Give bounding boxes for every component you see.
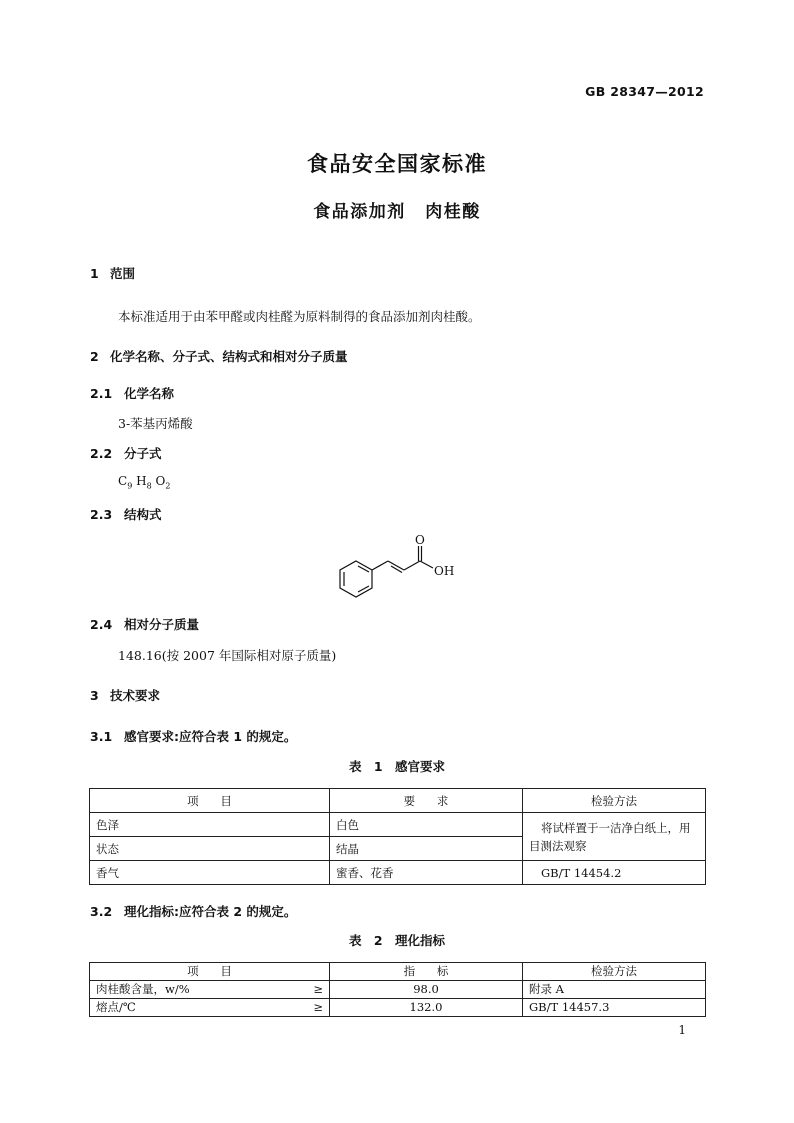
header-indicator: 指 标	[330, 963, 523, 981]
page-number: 1	[678, 1023, 686, 1037]
table-1-sensory	[89, 788, 706, 885]
section-3-1-heading	[90, 727, 296, 745]
section-3-2-heading	[90, 902, 296, 920]
section-number: 2.1	[90, 386, 113, 401]
section-title: 技术要求	[110, 688, 161, 703]
cell-requirement: 蜜香、花香	[330, 861, 523, 885]
section-2-3-heading	[90, 505, 162, 523]
section-2-heading	[90, 347, 348, 365]
cell-item: 肉桂酸含量，w/% ≥	[90, 981, 330, 999]
chain-bond	[404, 561, 420, 570]
cell-item: 色泽	[90, 813, 330, 837]
section-2-2-heading	[90, 444, 162, 462]
cell-item: 香气	[90, 861, 330, 885]
section-1-text: 本标准适用于由苯甲醛或肉桂醛为原料制得的食品添加剂肉桂酸。	[118, 309, 481, 324]
chain-double-bond-inner	[391, 566, 402, 573]
cell-method-merged: 将试样置于一洁净白纸上，用目测法观察	[523, 813, 706, 861]
geq-symbol: ≥	[313, 1000, 323, 1014]
section-number: 1	[90, 266, 99, 281]
table-row	[90, 981, 706, 999]
table-2-physicochemical	[89, 962, 706, 1017]
section-2-4-heading	[90, 615, 199, 633]
molecular-formula: $C_9$ $H_8$ $O_2$	[118, 474, 171, 491]
table-2-caption: 表 2 理化指标	[349, 933, 445, 948]
cell-method: 附录 A	[523, 981, 706, 999]
section-title: 化学名称	[124, 386, 175, 401]
table-1-caption: 表 1 感官要求	[349, 759, 445, 774]
section-number: 2.3	[90, 507, 113, 522]
section-number: 2.2	[90, 446, 113, 461]
document-subtitle: 食品添加剂 肉桂酸	[313, 202, 481, 222]
section-title: 感官要求:应符合表 1 的规定。	[124, 729, 297, 744]
chain-bond	[372, 561, 388, 570]
section-number: 3	[90, 688, 99, 703]
chemical-name: 3-苯基丙烯酸	[118, 416, 193, 431]
hydroxyl-label: OH	[434, 564, 455, 578]
header-item: 项 目	[90, 789, 330, 813]
cell-item: 状态	[90, 837, 330, 861]
table-row	[90, 999, 706, 1017]
cell-requirement: 结晶	[330, 837, 523, 861]
table-row	[90, 861, 706, 885]
section-number: 2	[90, 349, 99, 364]
cell-value: 132.0	[330, 999, 523, 1017]
cell-value: 98.0	[330, 981, 523, 999]
section-title: 化学名称、分子式、结构式和相对分子质量	[110, 349, 348, 364]
section-title: 相对分子质量	[124, 617, 200, 632]
header-item: 项 目	[90, 963, 330, 981]
table-header-row	[90, 963, 706, 981]
carbonyl-oxygen-label: O	[415, 533, 425, 547]
geq-symbol: ≥	[313, 982, 323, 996]
section-number: 2.4	[90, 617, 113, 632]
section-title: 理化指标:应符合表 2 的规定。	[124, 904, 297, 919]
section-number: 3.2	[90, 904, 113, 919]
section-number: 3.1	[90, 729, 113, 744]
section-title: 分子式	[124, 446, 162, 461]
table-row	[90, 813, 706, 837]
header-method: 检验方法	[523, 963, 706, 981]
section-3-heading	[90, 686, 160, 704]
structural-formula	[330, 532, 460, 604]
molecular-weight: 148.16(按 2007 年国际相对原子质量)	[118, 648, 337, 663]
cell-method: GB/T 14454.2	[523, 861, 706, 885]
cell-method: GB/T 14457.3	[523, 999, 706, 1017]
cell-requirement: 白色	[330, 813, 523, 837]
section-2-1-heading	[90, 384, 174, 402]
benzene-ring	[340, 561, 372, 597]
header-method: 检验方法	[523, 789, 706, 813]
hydroxyl-bond	[420, 561, 433, 568]
section-1-heading	[90, 264, 135, 282]
section-title: 结构式	[124, 507, 162, 522]
cell-item: 熔点/℃ ≥	[90, 999, 330, 1017]
header-requirement: 要 求	[330, 789, 523, 813]
document-title: 食品安全国家标准	[307, 152, 487, 176]
table-header-row	[90, 789, 706, 813]
standard-number: GB 28347—2012	[585, 84, 704, 99]
section-title: 范围	[110, 266, 136, 281]
